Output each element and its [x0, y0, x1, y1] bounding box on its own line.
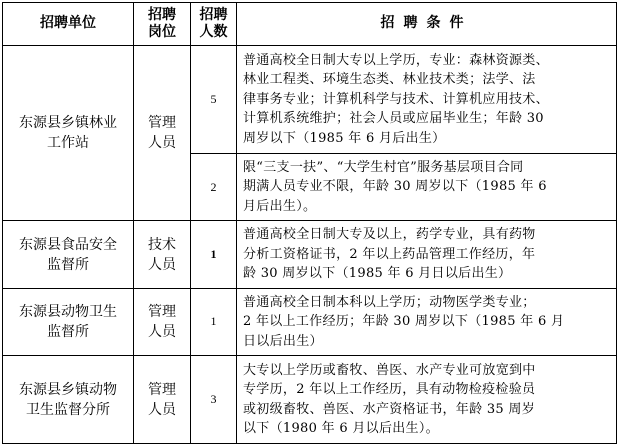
- unit-cell: [3, 288, 134, 355]
- conditions-line: 大专以上学历或畜牧、兽医、水产专业可放宽到中: [243, 362, 536, 378]
- conditions-line: 期满人员专业不限，年龄 30 周岁以下（1985 年 6: [243, 179, 547, 195]
- count-cell: 1: [191, 221, 237, 288]
- header-count-line: 招聘: [199, 6, 228, 23]
- conditions-line: 普通高校全日制大专以上学历，专业：森林资源类、: [243, 52, 549, 68]
- header-unit: 招聘单位: [3, 3, 134, 46]
- count-cell: 1: [191, 288, 237, 355]
- position-cell: [134, 45, 191, 221]
- recruitment-table: [2, 2, 617, 444]
- count-cell: 2: [191, 153, 237, 220]
- conditions-line: 林业工程类、环境生态类、林业技术类；法学、法: [243, 72, 536, 88]
- unit-line: 东源县乡镇林业: [19, 115, 117, 132]
- conditions-cell: [237, 288, 617, 355]
- recruitment-table-page: [2, 2, 616, 444]
- position-line: 管理: [148, 115, 176, 132]
- unit-line: 东源县食品安全: [19, 236, 117, 253]
- conditions-line: 2 年以上工作经历；年龄 30 周岁以下（1985 年 6 月: [243, 314, 565, 330]
- position-line: 管理: [148, 381, 176, 398]
- table-row: [3, 288, 617, 355]
- position-cell: [134, 288, 191, 355]
- unit-line: 卫生监督分所: [26, 401, 110, 418]
- header-count-line: 人数: [199, 23, 228, 40]
- conditions-cell: [237, 45, 617, 153]
- count-cell: 5: [191, 45, 237, 153]
- position-line: 人员: [148, 323, 176, 340]
- header-count: [191, 3, 237, 46]
- header-row: [3, 3, 617, 46]
- position-line: 人员: [148, 256, 176, 273]
- unit-line: 监督所: [47, 256, 89, 273]
- unit-line: 监督所: [47, 323, 89, 340]
- unit-cell: [3, 45, 134, 221]
- unit-cell: [3, 221, 134, 288]
- conditions-line: 计算机系统维护；社会人员或应届毕业生；年龄 30: [243, 111, 544, 127]
- position-line: 管理: [148, 303, 176, 320]
- header-position-line: 岗位: [148, 23, 176, 40]
- position-cell: [134, 356, 191, 444]
- header-position-line: 招聘: [148, 6, 176, 23]
- position-line: 人员: [148, 135, 176, 152]
- conditions-line: 或初级畜牧、兽医、水产资格证书，年龄 35 周岁: [243, 401, 536, 417]
- header-conditions: 招聘条件: [237, 3, 617, 46]
- conditions-cell: [237, 356, 617, 444]
- conditions-line: 龄 30 周岁以下（1985 年 6 月日以后出生）: [243, 266, 512, 282]
- header-position: [134, 3, 191, 46]
- count-cell: 3: [191, 356, 237, 444]
- conditions-line: 周岁以下（1985 年 6 月后出生）: [243, 130, 446, 146]
- conditions-line: 日以后出生）: [243, 333, 323, 349]
- unit-cell: [3, 356, 134, 444]
- position-cell: [134, 221, 191, 288]
- conditions-line: 月后出生）。: [243, 198, 317, 214]
- conditions-cell: [237, 221, 617, 288]
- conditions-line: 专学历，2 年以上工作经历，具有动物检疫检验员: [243, 382, 536, 398]
- table-row: [3, 221, 617, 288]
- conditions-cell: [237, 153, 617, 220]
- conditions-line: 分析工资格证书，2 年以上药品管理工作经历，年: [243, 246, 536, 262]
- conditions-line: 律事务专业；计算机科学与技术、计算机应用技术、: [243, 91, 549, 107]
- unit-line: 东源县动物卫生: [19, 303, 117, 320]
- table-row: [3, 356, 617, 444]
- unit-line: 工作站: [47, 135, 89, 152]
- table-row: [3, 45, 617, 153]
- conditions-line: 以下（1980 年 6 月以后出生）。: [243, 421, 439, 437]
- conditions-line: 普通高校全日制大专及以上，药学专业，具有药物: [243, 227, 536, 243]
- position-line: 技术: [148, 236, 176, 253]
- position-line: 人员: [148, 401, 176, 418]
- conditions-line: 限“三支一扶”、“大学生村官”服务基层项目合同: [243, 159, 524, 175]
- unit-line: 东源县乡镇动物: [19, 381, 117, 398]
- conditions-line: 普通高校全日制本科以上学历；动物医学类专业；: [243, 294, 536, 310]
